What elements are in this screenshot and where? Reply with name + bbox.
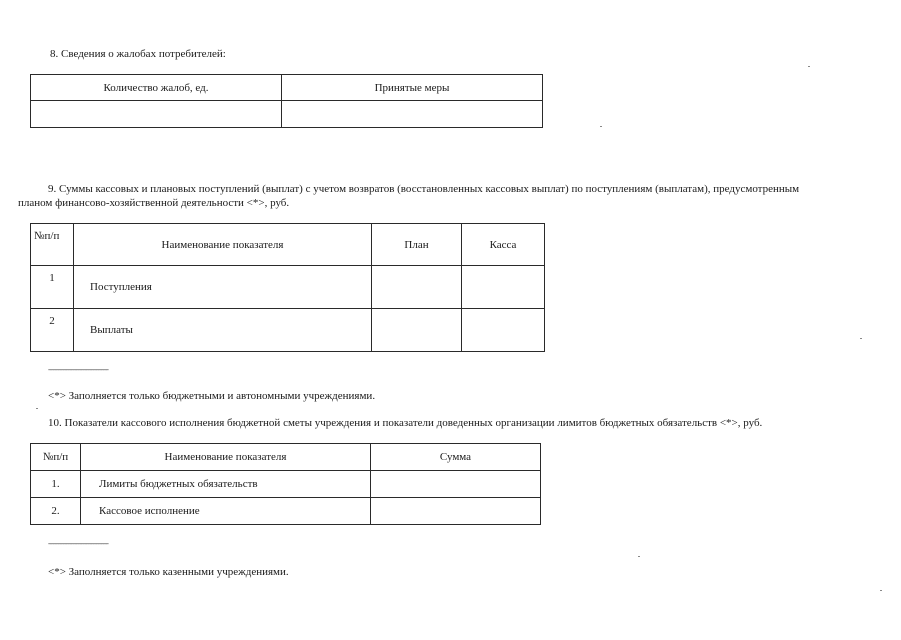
scan-speck (808, 66, 810, 67)
section10-heading: 10. Показатели кассового исполнения бюджетной сметы учреждения и показатели доведенных организации лимитов бюджетных обязательств <*>, руб. (48, 417, 763, 429)
table-row (31, 266, 545, 309)
cell-plan (372, 309, 462, 352)
scan-speck (880, 590, 882, 591)
row-number: 2 (31, 309, 74, 352)
cell-complaints-count (31, 101, 282, 128)
cell-sum (371, 498, 541, 525)
row-number: 1 (31, 266, 74, 309)
budget-execution-table (30, 443, 541, 525)
section9-heading (48, 183, 878, 196)
row-number: 2. (31, 498, 81, 525)
column-header-number: №п/п (31, 224, 74, 266)
scan-speck (600, 126, 602, 127)
column-header-number: №п/п (31, 444, 81, 471)
column-header-complaints-count: Количество жалоб, ед. (31, 75, 282, 101)
cell-plan (372, 266, 462, 309)
cell-sum (371, 471, 541, 498)
row-name: Поступления (74, 266, 372, 309)
receipts-payments-table (30, 223, 545, 352)
table-row (31, 471, 541, 498)
section9-heading-line2: планом финансово-хозяйственной деятельности <*>, руб. (18, 197, 290, 209)
row-name: Кассовое исполнение (81, 498, 371, 525)
section9-footnote: <*> Заполняется только бюджетными и автономными учреждениями. (48, 390, 376, 402)
cell-measures-taken (282, 101, 543, 128)
section9-heading-line1: 9. Суммы кассовых и плановых поступлений (выплат) с учетом возвратов (восстановленных кассовых выплат) по поступлениям (выплатам), предусмотренным (48, 183, 800, 195)
row-name: Лимиты бюджетных обязательств (81, 471, 371, 498)
footnote-separator: ------------------------------------ (48, 539, 108, 548)
column-header-indicator: Наименование показателя (81, 444, 371, 471)
column-header-indicator: Наименование показателя (74, 224, 372, 266)
cell-cash (462, 266, 545, 309)
footnote-separator: ------------------------------------ (48, 365, 108, 374)
column-header-sum: Сумма (371, 444, 541, 471)
complaints-table (30, 74, 543, 128)
section8-heading: 8. Сведения о жалобах потребителей: (50, 48, 226, 60)
scan-speck (860, 338, 862, 339)
cell-cash (462, 309, 545, 352)
table-row (31, 498, 541, 525)
column-header-measures-taken: Принятые меры (282, 75, 543, 101)
section10-footnote: <*> Заполняется только казенными учреждениями. (48, 566, 289, 578)
row-number: 1. (31, 471, 81, 498)
table-row (31, 309, 545, 352)
column-header-plan: План (372, 224, 462, 266)
scan-speck (36, 408, 38, 409)
column-header-cash: Касса (462, 224, 545, 266)
scan-speck (638, 556, 640, 557)
row-name: Выплаты (74, 309, 372, 352)
